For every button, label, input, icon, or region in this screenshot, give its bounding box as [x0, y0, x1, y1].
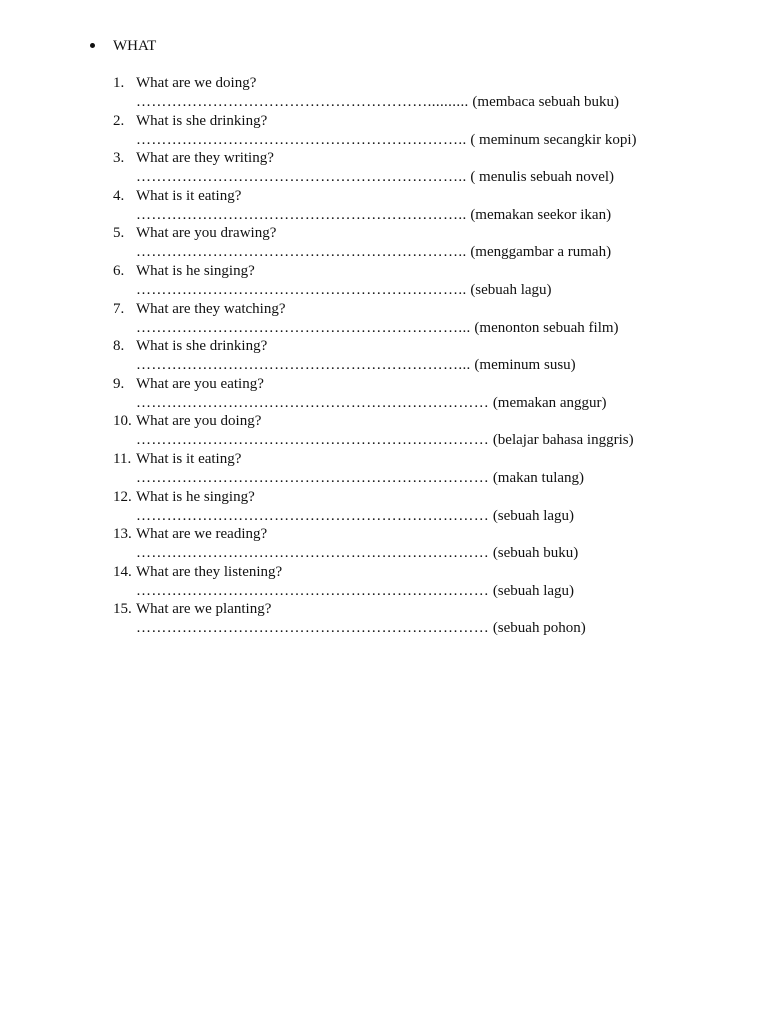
question-number: 1.	[113, 75, 125, 91]
answer-hint: (belajar bahasa inggris)	[492, 432, 634, 449]
answer-line	[136, 319, 619, 338]
question-number: 5.	[113, 225, 125, 242]
answer-line	[136, 394, 607, 413]
question-text: What are they writing?	[136, 150, 274, 167]
question-number: 12.	[113, 488, 132, 505]
question-number: 7.	[113, 300, 125, 317]
question-text: What is it eating?	[136, 450, 242, 467]
question-number: 9.	[113, 375, 125, 392]
question-item	[0, 450, 768, 488]
question-item	[0, 525, 768, 563]
answer-blank: ……………………………………………………………	[136, 469, 490, 486]
answer-line	[136, 93, 619, 112]
question-number: 3.	[113, 150, 125, 167]
question-text: What are they listening?	[136, 563, 283, 580]
question-number: 6.	[113, 262, 125, 279]
answer-hint: (menonton sebuah film)	[474, 319, 619, 336]
question-number: 8.	[113, 338, 125, 355]
answer-blank: ……………………………………………………………	[136, 394, 490, 411]
question-item	[0, 488, 768, 526]
answer-blank: ………………………………………………………..	[136, 131, 467, 148]
question-text: What are we reading?	[136, 526, 268, 543]
question-item	[0, 412, 768, 450]
answer-blank: ………………………………………………………..	[136, 206, 467, 223]
answer-line	[136, 168, 614, 187]
answer-blank: ……………………………………………………………	[136, 507, 490, 524]
question-text: What are you doing?	[136, 413, 262, 430]
answer-hint: ( meminum secangkir kopi)	[470, 131, 637, 148]
question-text: What is it eating?	[136, 187, 242, 204]
question-number: 10.	[113, 413, 132, 430]
question-text: What are they watching?	[136, 300, 286, 317]
answer-blank: ………………………………………………………..	[136, 281, 467, 298]
question-item	[0, 224, 768, 262]
answer-hint: (sebuah lagu)	[492, 507, 575, 524]
question-number: 2.	[113, 112, 125, 129]
answer-hint: (meminum susu)	[474, 357, 576, 374]
answer-line	[136, 131, 637, 150]
answer-line	[136, 619, 586, 638]
question-text: What are we doing?	[136, 75, 257, 91]
question-item	[0, 337, 768, 375]
answer-hint: (sebuah lagu)	[470, 281, 552, 298]
answer-hint: (menggambar a rumah)	[470, 244, 612, 261]
question-item	[0, 300, 768, 338]
answer-blank: …………………………………………………..........	[136, 94, 469, 110]
question-item	[0, 262, 768, 300]
question-text: What are you drawing?	[136, 225, 277, 242]
answer-hint: (makan tulang)	[492, 469, 585, 486]
question-number: 14.	[113, 563, 132, 580]
answer-line	[136, 431, 634, 450]
answer-line	[136, 243, 611, 262]
answer-hint: (memakan seekor ikan)	[470, 206, 612, 223]
answer-blank: ……………………………………………………………	[136, 432, 490, 449]
answer-hint: (sebuah lagu)	[492, 582, 575, 599]
bullet-dot-icon	[90, 43, 95, 48]
question-item	[0, 600, 768, 638]
answer-hint: (memakan anggur)	[492, 394, 607, 411]
answer-blank: ………………………………………………………..	[136, 169, 467, 186]
answer-blank: ………………………………………………………...	[136, 357, 471, 374]
answer-line	[136, 281, 552, 300]
question-item	[0, 375, 768, 413]
question-item	[0, 74, 768, 112]
answer-hint: (membaca sebuah buku)	[472, 94, 620, 110]
question-item	[0, 187, 768, 225]
section-title: WHAT	[113, 38, 157, 54]
answer-line	[136, 469, 584, 488]
answer-blank: ……………………………………………………………	[136, 545, 490, 562]
question-number: 11.	[113, 450, 132, 467]
answer-line	[136, 356, 576, 375]
answer-line	[136, 507, 574, 526]
question-number: 15.	[113, 601, 132, 618]
question-item	[0, 149, 768, 187]
answer-line	[136, 582, 574, 601]
question-text: What is she drinking?	[136, 112, 268, 129]
question-text: What is he singing?	[136, 262, 255, 279]
question-text: What are we planting?	[136, 601, 272, 618]
answer-hint: (sebuah pohon)	[492, 620, 586, 637]
question-item	[0, 112, 768, 150]
answer-blank: ……………………………………………………………	[136, 620, 490, 637]
answer-blank: ………………………………………………………...	[136, 319, 471, 336]
question-text: What are you eating?	[136, 375, 264, 392]
answer-blank: ……………………………………………………………	[136, 582, 490, 599]
answer-hint: ( menulis sebuah novel)	[470, 169, 615, 186]
answer-line	[136, 206, 611, 225]
question-item	[0, 563, 768, 601]
question-number: 13.	[113, 526, 132, 543]
question-text: What is he singing?	[136, 488, 255, 505]
question-list	[0, 74, 768, 638]
question-text: What is she drinking?	[136, 338, 268, 355]
question-number: 4.	[113, 187, 125, 204]
answer-blank: ………………………………………………………..	[136, 244, 467, 261]
answer-line	[136, 544, 578, 563]
answer-hint: (sebuah buku)	[492, 545, 579, 562]
